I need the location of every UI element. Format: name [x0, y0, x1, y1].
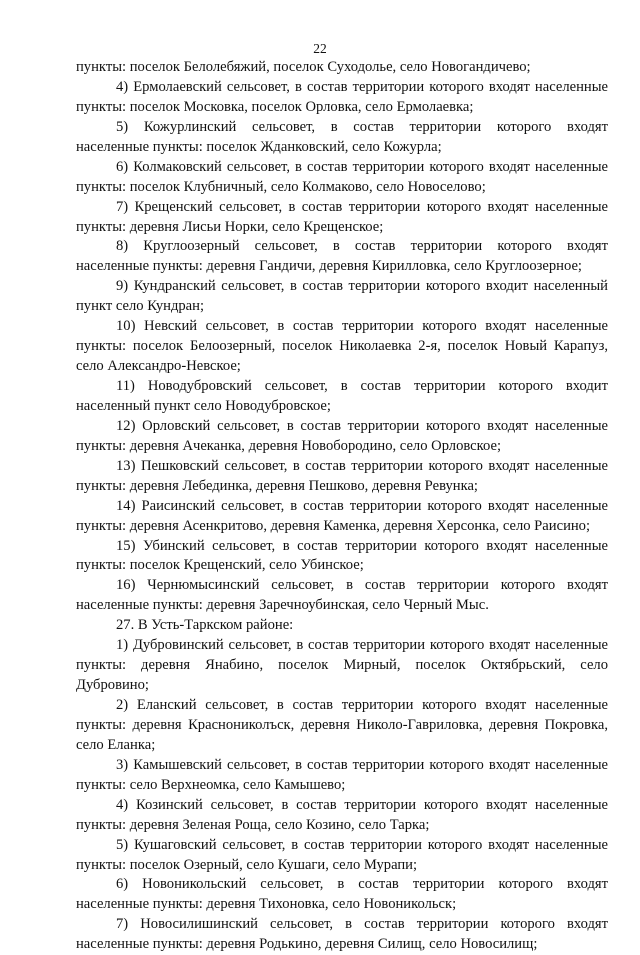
text-line: пункты: деревня Лисьи Норки, село Крещенское;: [76, 218, 384, 235]
text-line: пункты: поселок Крещенский, село Убинское;: [76, 557, 364, 574]
text-line: пункты: деревня Асенкритово, деревня Каменка, деревня Херсонка, село Раисино;: [76, 517, 591, 534]
text-line: 7) Новосилишинский сельсовет, в состав территории которого входят: [116, 916, 608, 933]
text-line: 15) Убинский сельсовет, в состав территории которого входят населенные: [116, 537, 608, 554]
text-line: 16) Чернюмысинский сельсовет, в состав территории которого входят: [116, 577, 608, 594]
text-line: населенные пункты: деревня Заречноубинская, село Черный Мыс.: [76, 597, 489, 614]
text-line: 11) Новодубровский сельсовет, в состав территории которого входит: [116, 378, 608, 394]
text-line: населенные пункты: деревня Родькино, деревня Силищ, село Новосилищ;: [76, 936, 538, 953]
text-line: 9) Кундранский сельсовет, в состав территории которого входит населенный: [116, 278, 608, 295]
text-line: пункты: деревня Лебединка, деревня Пешково, деревня Ревунка;: [76, 477, 478, 494]
text-line: 6) Колмаковский сельсовет, в состав территории которого входят населенные: [116, 158, 608, 175]
text-line: пункты: поселок Озерный, село Кушаги, село Мурапи;: [76, 856, 418, 873]
text-line: пункты: поселок Клубничный, село Колмаково, село Новоселово;: [76, 178, 486, 195]
document-body: [76, 58, 608, 955]
text-line: 10) Невский сельсовет, в состав территории которого входят населенные: [116, 318, 608, 335]
text-line: 6) Новоникольский сельсовет, в состав территории которого входят: [116, 876, 608, 893]
text-line: пункт село Кундран;: [76, 298, 205, 315]
text-line: населенные пункты: деревня Гандичи, деревня Кирилловка, село Круглоозерное;: [76, 258, 582, 275]
text-line: пункты: поселок Белолебяжий, поселок Суходолье, село Новогандичево;: [76, 59, 531, 75]
text-line: 3) Камышевский сельсовет, в состав территории которого входят населенные: [116, 756, 608, 773]
text-line: 4) Ермолаевский сельсовет, в состав территории которого входят населенные: [116, 78, 608, 95]
section-heading: 27. В Усть-Таркском районе:: [116, 617, 294, 634]
text-line: пункты: деревня Зеленая Роща, село Козино, село Тарка;: [76, 816, 430, 833]
text-line: 13) Пешковский сельсовет, в состав территории которого входят населенные: [116, 457, 608, 474]
text-line: 5) Кожурлинский сельсовет, в состав территории которого входят: [116, 118, 608, 135]
text-line: село Александро-Невское;: [76, 358, 241, 375]
text-line: 4) Козинский сельсовет, в состав территории которого входят населенные: [116, 796, 608, 813]
text-line: 5) Кушаговский сельсовет, в состав территории которого входят населенные: [116, 836, 608, 853]
text-line: населенный пункт село Новодубровское;: [76, 397, 331, 414]
page-number: 22: [313, 41, 327, 56]
text-line: 8) Круглоозерный сельсовет, в состав территории которого входят: [116, 238, 608, 255]
text-line: пункты: деревня Ачеканка, деревня Новобородино, село Орловское;: [76, 437, 502, 454]
text-line: 2) Еланский сельсовет, в состав территории которого входят населенные: [116, 697, 608, 713]
text-line: пункты: поселок Белоозерный, поселок Николаевка 2-я, поселок Новый Карапуз,: [76, 338, 608, 355]
text-line: пункты: деревня Янабино, поселок Мирный, поселок Октябрьский, село: [76, 657, 608, 674]
text-line: пункты: поселок Московка, поселок Орловка, село Ермолаевка;: [76, 98, 474, 115]
text-line: село Еланка;: [76, 736, 156, 753]
text-line: пункты: деревня Краснониколъск, деревня Николо-Гавриловка, деревня Покровка,: [76, 716, 608, 733]
text-line: 12) Орловский сельсовет, в состав территории которого входят населенные: [116, 417, 608, 434]
text-line: пункты: село Верхнеомка, село Камышево;: [76, 776, 346, 793]
text-line: 1) Дубровинский сельсовет, в состав территории которого входят населенные: [116, 637, 608, 654]
text-line: населенные пункты: деревня Тихоновка, село Новоникольск;: [76, 896, 457, 913]
text-line: населенные пункты: поселок Жданковский, село Кожурла;: [76, 138, 442, 155]
text-line: 14) Раисинский сельсовет, в состав территории которого входят населенные: [116, 497, 608, 514]
text-line: Дубровино;: [76, 677, 149, 694]
text-line: 7) Крещенский сельсовет, в состав территории которого входят населенные: [116, 198, 608, 215]
